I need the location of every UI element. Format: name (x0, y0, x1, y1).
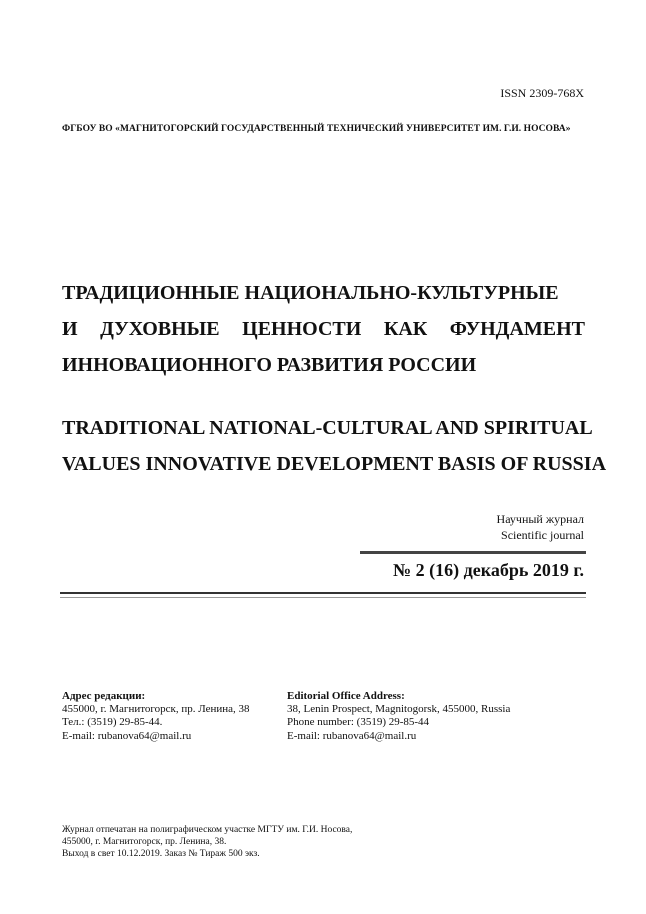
publisher-name: ФГБОУ ВО «МАГНИТОГОРСКИЙ ГОСУДАРСТВЕННЫЙ ТЕХНИЧЕСКИЙ УНИВЕРСИТЕТ ИМ. Г.И. НОСОВА» (62, 124, 571, 134)
print-info (62, 824, 352, 860)
address-en-line: Phone number: (3519) 29-85-44 (287, 716, 430, 729)
title-en-line: VALUES INNOVATIVE DEVELOPMENT BASIS OF RUSSIA (62, 453, 607, 475)
address-ru-line: Тел.: (3519) 29-85-44. (62, 716, 163, 729)
address-ru-email: E-mail: rubanova64@mail.ru (62, 729, 192, 742)
address-en-line: 38, Lenin Prospect, Magnitogorsk, 455000, Russia (287, 703, 511, 716)
title-en-line: TRADITIONAL NATIONAL-CULTURAL AND SPIRITUAL (62, 417, 593, 439)
address-en-heading: Editorial Office Address: (287, 690, 405, 702)
title-english (62, 410, 607, 482)
journal-type-en: Scientific journal (501, 528, 584, 542)
address-ru-heading: Адрес редакции: (62, 690, 146, 702)
address-en-email: E-mail: rubanova64@mail.ru (287, 729, 417, 742)
issue-bottom-rule (60, 592, 586, 594)
issn-number: ISSN 2309-768X (500, 86, 584, 100)
title-ru-line: ТРАДИЦИОННЫЕ НАЦИОНАЛЬНО-КУЛЬТУРНЫЕ (62, 282, 559, 304)
print-info-line: Журнал отпечатан на полиграфическом участке МГТУ им. Г.И. Носова, (62, 825, 353, 835)
title-russian (62, 275, 585, 383)
issue-label: № 2 (16) декабрь 2019 г. (393, 560, 584, 580)
print-info-line: Выход в свет 10.12.2019. Заказ № Тираж 500 экз. (62, 849, 260, 859)
address-russian (62, 690, 267, 743)
journal-type-ru: Научный журнал (496, 512, 584, 526)
print-info-line: 455000, г. Магнитогорск, пр. Ленина, 38. (62, 837, 227, 847)
address-english (287, 690, 512, 743)
title-ru-line: ИННОВАЦИОННОГО РАЗВИТИЯ РОССИИ (62, 354, 477, 376)
issue-top-rule (360, 551, 586, 554)
issue-bottom-rule-thin (60, 597, 586, 598)
journal-type (497, 511, 584, 543)
title-ru-line: И ДУХОВНЫЕ ЦЕННОСТИ КАК ФУНДАМЕНТ (62, 318, 585, 340)
address-ru-line: 455000, г. Магнитогорск, пр. Ленина, 38 (62, 703, 250, 716)
